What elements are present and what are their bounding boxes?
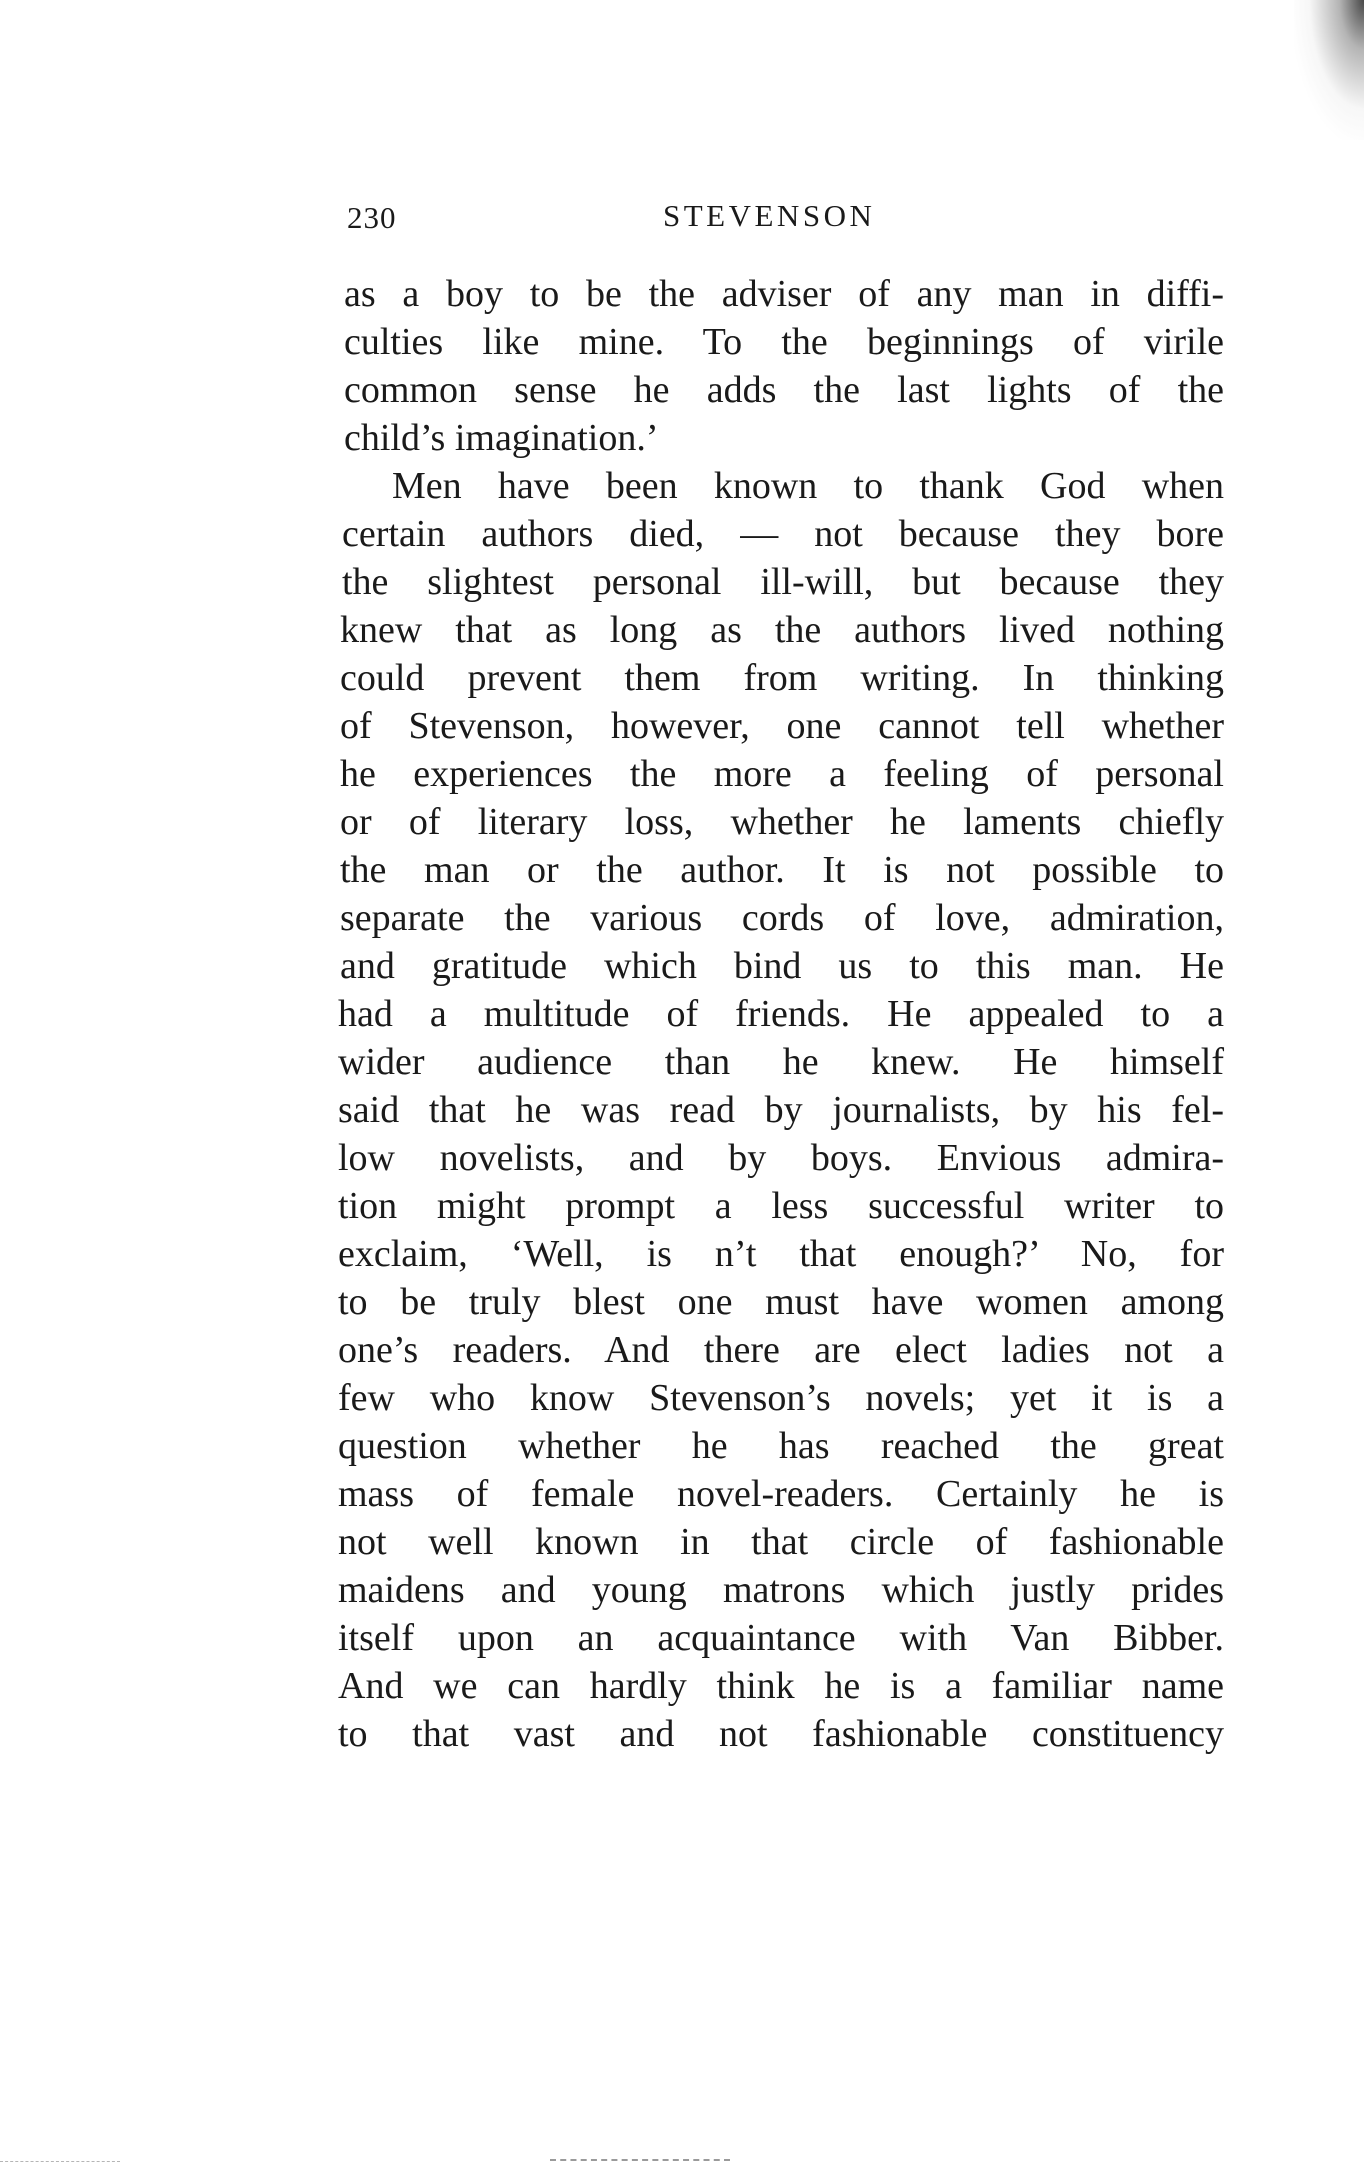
- text-line: one’s readers. And there are elect ladies not a: [338, 1329, 1224, 1371]
- text-line: And we can hardly think he is a familiar name: [338, 1665, 1224, 1707]
- text-line: separate the various cords of love, admiration,: [340, 897, 1224, 939]
- text-line: he experiences the more a feeling of personal: [340, 753, 1224, 795]
- text-line: mass of female novel-readers. Certainly he is: [338, 1473, 1224, 1515]
- text-line: the slightest personal ill-will, but because they: [342, 561, 1224, 603]
- text-line: question whether he has reached the great: [338, 1425, 1224, 1467]
- text-line: to be truly blest one must have women among: [338, 1281, 1224, 1323]
- scan-edge-mark: [0, 2161, 120, 2162]
- text-line: of Stevenson, however, one cannot tell whether: [340, 705, 1224, 747]
- text-line: the man or the author. It is not possible to: [340, 849, 1224, 891]
- text-line: had a multitude of friends. He appealed to a: [338, 993, 1224, 1035]
- text-line: to that vast and not fashionable constituency: [338, 1713, 1224, 1755]
- text-line: and gratitude which bind us to this man. He: [340, 945, 1224, 987]
- text-line: low novelists, and by boys. Envious admira-: [338, 1137, 1224, 1179]
- text-line: said that he was read by journalists, by his fel-: [338, 1089, 1224, 1131]
- page-corner-shadow: [1294, 0, 1364, 140]
- scan-edge-mark: [550, 2159, 730, 2161]
- text-line: maidens and young matrons which justly prides: [338, 1569, 1224, 1611]
- text-line: tion might prompt a less successful writer to: [338, 1185, 1224, 1227]
- text-line: common sense he adds the last lights of the: [344, 369, 1224, 411]
- text-line: as a boy to be the adviser of any man in diffi-: [344, 273, 1224, 315]
- text-line: child’s imagination.’: [344, 417, 659, 459]
- text-line: few who know Stevenson’s novels; yet it is a: [338, 1377, 1224, 1419]
- running-head: [340, 196, 1220, 240]
- text-line: knew that as long as the authors lived nothing: [340, 609, 1224, 651]
- text-line: culties like mine. To the beginnings of virile: [344, 321, 1224, 363]
- page-number: 230: [347, 200, 397, 235]
- text-line: could prevent them from writing. In thinking: [340, 657, 1224, 699]
- text-line: not well known in that circle of fashionable: [338, 1521, 1224, 1563]
- text-line: wider audience than he knew. He himself: [338, 1041, 1224, 1083]
- text-line: or of literary loss, whether he laments chiefly: [340, 801, 1224, 843]
- running-title: STEVENSON: [663, 198, 876, 233]
- text-line: exclaim, ‘Well, is n’t that enough?’ No, for: [338, 1233, 1224, 1275]
- text-line: itself upon an acquaintance with Van Bibber.: [338, 1617, 1224, 1659]
- text-line: certain authors died, — not because they bore: [342, 513, 1224, 555]
- text-line: Men have been known to thank God when: [392, 465, 1224, 507]
